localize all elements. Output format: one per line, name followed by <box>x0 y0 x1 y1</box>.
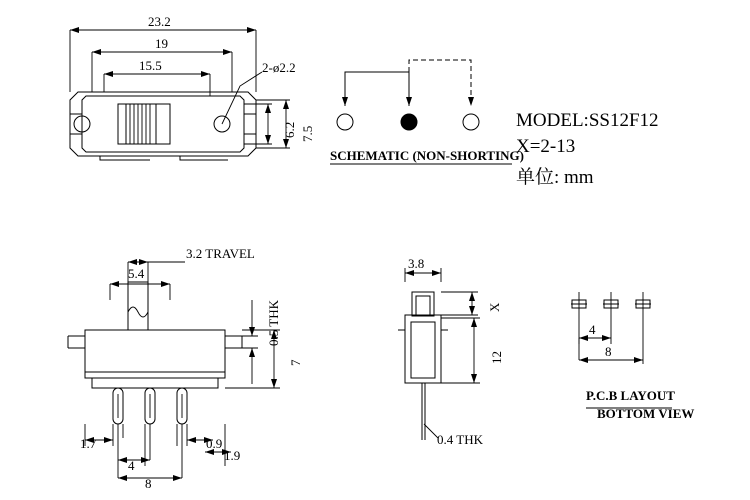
pcb-dim-4: 4 <box>589 322 596 337</box>
dim-3-2-travel: 3.2 TRAVEL <box>186 246 255 261</box>
dim-7-5: 7.5 <box>300 125 315 142</box>
dim-6-2: 6.2 <box>282 121 297 138</box>
dim-19: 19 <box>155 36 168 51</box>
model-label: MODEL:SS12F12 <box>516 110 659 131</box>
x-range-label: X=2-13 <box>516 136 576 157</box>
pcb-dim-8: 8 <box>605 344 612 359</box>
dim-4: 4 <box>128 458 135 473</box>
callout-2-dia-2-2: 2-ø2.2 <box>262 60 296 75</box>
dim-8: 8 <box>145 476 152 491</box>
dim-7: 7 <box>288 359 303 366</box>
dim-0-4-thk: 0.4 THK <box>437 432 483 447</box>
pcb-caption-line2: BOTTOM VIEW <box>597 406 695 421</box>
dim-12: 12 <box>489 351 504 364</box>
dim-15-5: 15.5 <box>139 58 162 73</box>
pcb-caption-line1: P.C.B LAYOUT <box>586 388 675 403</box>
dim-5-4: 5.4 <box>128 266 145 281</box>
unit-label: 单位: mm <box>516 167 594 188</box>
dim-23-2: 23.2 <box>148 14 171 29</box>
dim-3-8: 3.8 <box>408 256 425 271</box>
dim-x: X <box>487 302 502 312</box>
schematic-caption: SCHEMATIC (NON-SHORTING) <box>330 148 524 163</box>
dim-1-9: 1.9 <box>224 448 241 463</box>
dim-1-7: 1.7 <box>80 436 97 451</box>
dim-0-9: 0.9 <box>206 436 223 451</box>
dim-0-5-thk: 0.5 THK <box>266 300 281 346</box>
